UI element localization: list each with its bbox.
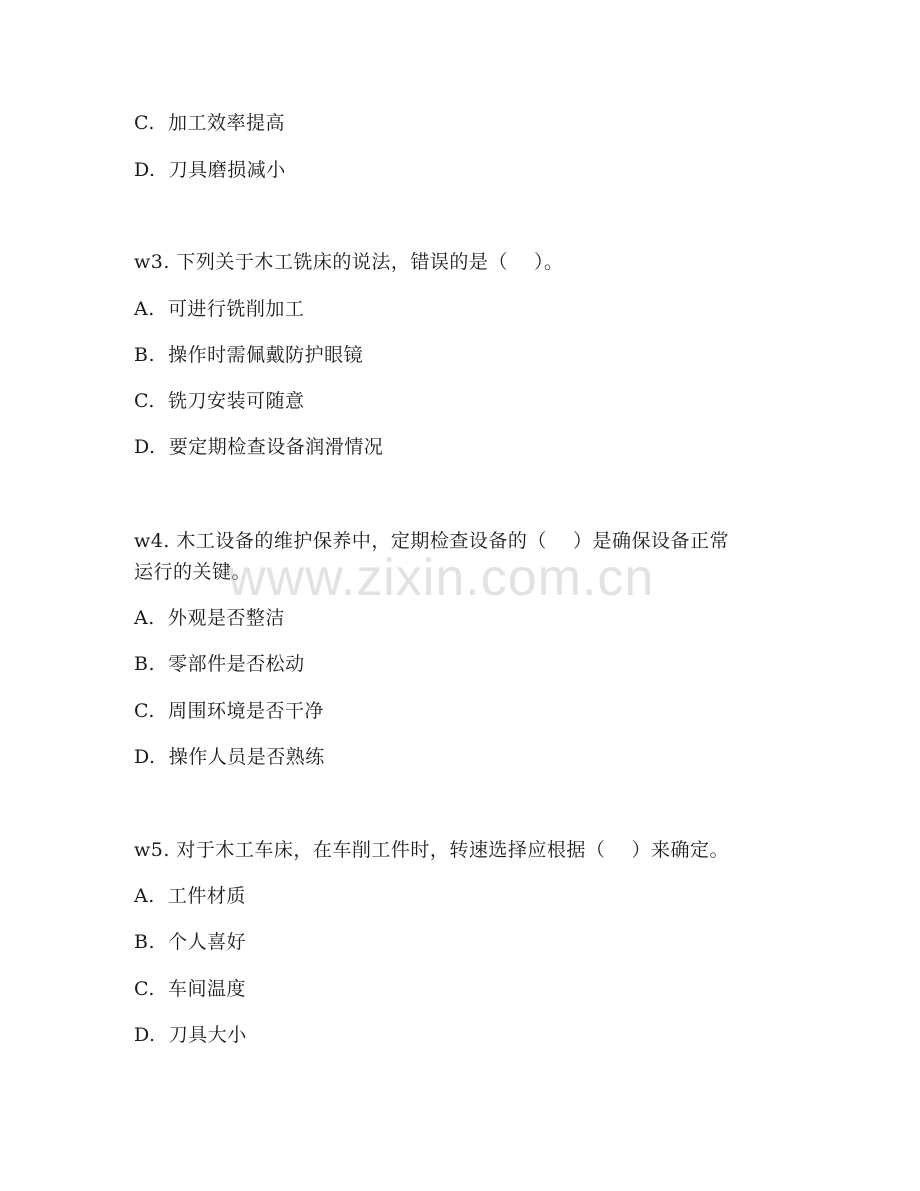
option-a: A. 工件材质	[134, 885, 246, 907]
option-d: D. 操作人员是否熟练	[134, 746, 325, 768]
option-c: C. 铣刀安装可随意	[134, 390, 305, 412]
option-a: A. 可进行铣削加工	[134, 298, 305, 320]
option-c: C. 周围环境是否干净	[134, 700, 325, 722]
question-stem: w3. 下列关于木工铣床的说法，错误的是（ ）。	[134, 251, 564, 273]
option-d: D. 刀具大小	[134, 1024, 247, 1046]
option-b: B. 零部件是否松动	[134, 653, 305, 675]
watermark: www.zixin.com.cn	[228, 549, 655, 607]
option-c: C. 车间温度	[134, 978, 247, 1000]
option-d: D. 要定期检查设备润滑情况	[134, 436, 384, 458]
option-a: A. 外观是否整洁	[134, 607, 285, 629]
option-c: C. 加工效率提高	[134, 112, 286, 134]
option-d: D. 刀具磨损减小	[134, 159, 286, 181]
option-b: B. 个人喜好	[134, 931, 247, 953]
question-stem-line1: w4. 木工设备的维护保养中，定期检查设备的（ ）是确保设备正常	[134, 530, 729, 552]
option-b: B. 操作时需佩戴防护眼镜	[134, 344, 364, 366]
question-stem: w5. 对于木工车床，在车削工件时，转速选择应根据（ ）来确定。	[134, 839, 729, 861]
question-stem-line2: 运行的关键。	[134, 561, 252, 583]
